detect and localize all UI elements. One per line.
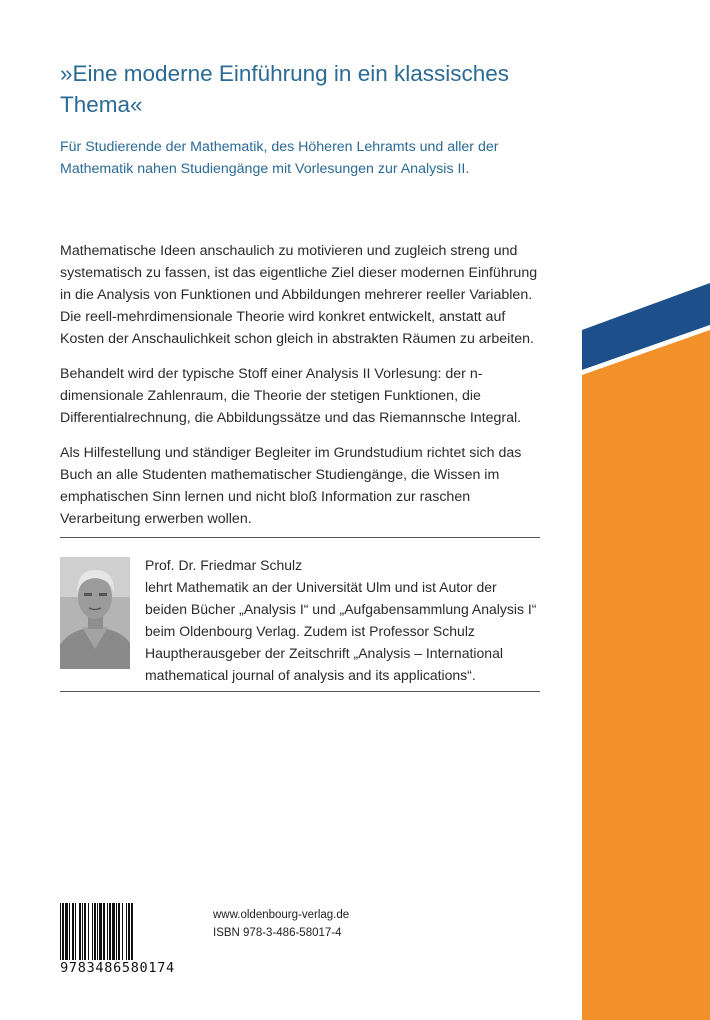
- description-paragraph: Behandelt wird der typische Stoff einer Analysis II Vorlesung: der n-dimensionale Zahlenraum, die Theorie der stetigen Funktionen, die Differentialrechnung, die Abbildungssätze und das Riemannsche Integral.: [60, 366, 522, 426]
- bio-line: mathematical journal of analysis and its applications“.: [145, 667, 476, 683]
- barcode-number: 9783486580174: [45, 960, 190, 976]
- barcode-bar: [112, 903, 115, 963]
- barcode-bar: [118, 903, 120, 963]
- barcode-bar: [109, 903, 111, 963]
- author-bio: [145, 554, 545, 686]
- barcode-bar: [97, 903, 98, 963]
- author-photo: [60, 557, 130, 669]
- barcode-bar: [82, 903, 83, 963]
- barcode-bar: [84, 903, 86, 963]
- barcode-bar: [107, 903, 108, 963]
- bio-line: beim Oldenbourg Verlag. Zudem ist Professor Schulz: [145, 623, 475, 639]
- barcode-bar: [60, 903, 61, 963]
- divider-top: [60, 537, 540, 538]
- barcode-bar: [65, 903, 68, 963]
- author-name: Prof. Dr. Friedmar Schulz: [145, 557, 303, 573]
- divider-bottom: [60, 691, 540, 692]
- barcode-bar: [126, 903, 127, 963]
- bio-line: Hauptherausgeber der Zeitschrift „Analysis – International: [145, 645, 503, 661]
- bio-line: beiden Bücher „Analysis I“ und „Aufgabensammlung Analysis I“: [145, 601, 537, 617]
- description-paragraph: Mathematische Ideen anschaulich zu motivieren und zugleich streng und systematisch zu fassen, ist das eigentliche Ziel dieser modernen Einführung in die Analysis von Funktionen und Abbildungen mehrerer reeller Variablen. Die reell-mehrdimensionale Theorie wird konkret entwickelt, anstatt auf Kosten der Anschaulichkeit schon gleich in abstrakten Räumen zu arbeiten.: [60, 243, 538, 347]
- barcode-bar: [88, 903, 89, 963]
- barcode-bar: [94, 903, 96, 963]
- headline-quote: »Eine moderne Einführung in ein klassisches Thema«: [60, 61, 510, 117]
- barcode-bar: [128, 903, 130, 963]
- barcode-bar: [116, 903, 117, 963]
- orange-panel: [582, 330, 710, 1020]
- barcode-bar: [72, 903, 74, 963]
- description-paragraph: Als Hilfestellung und ständiger Begleiter im Grundstudium richtet sich das Buch an alle Studenten mathematischer Studiengänge, die Wissen im emphatischen Sinn lernen und nicht bloß Information zur raschen Verarbeitung erwerben wollen.: [60, 445, 522, 527]
- barcode-bar: [122, 903, 123, 963]
- barcode-bar: [79, 903, 81, 963]
- barcode-bar: [131, 903, 133, 963]
- barcode-bar: [69, 903, 70, 963]
- isbn-label: ISBN 978-3-486-58017-4: [213, 927, 342, 939]
- publisher-url: www.oldenbourg-verlag.de: [213, 909, 350, 921]
- barcode-bar: [99, 903, 102, 963]
- target-audience: Für Studierende der Mathematik, des Höheren Lehramts und aller der Mathematik nahen Studiengänge mit Vorlesungen zur Analysis II.: [60, 139, 499, 177]
- description-body: [60, 240, 542, 543]
- barcode-bar: [103, 903, 105, 963]
- barcode-bar: [62, 903, 64, 963]
- barcode-bar: [75, 903, 76, 963]
- bio-line: lehrt Mathematik an der Universität Ulm und ist Autor der: [145, 579, 497, 595]
- publisher-info: [213, 906, 349, 942]
- barcode-bar: [92, 903, 93, 963]
